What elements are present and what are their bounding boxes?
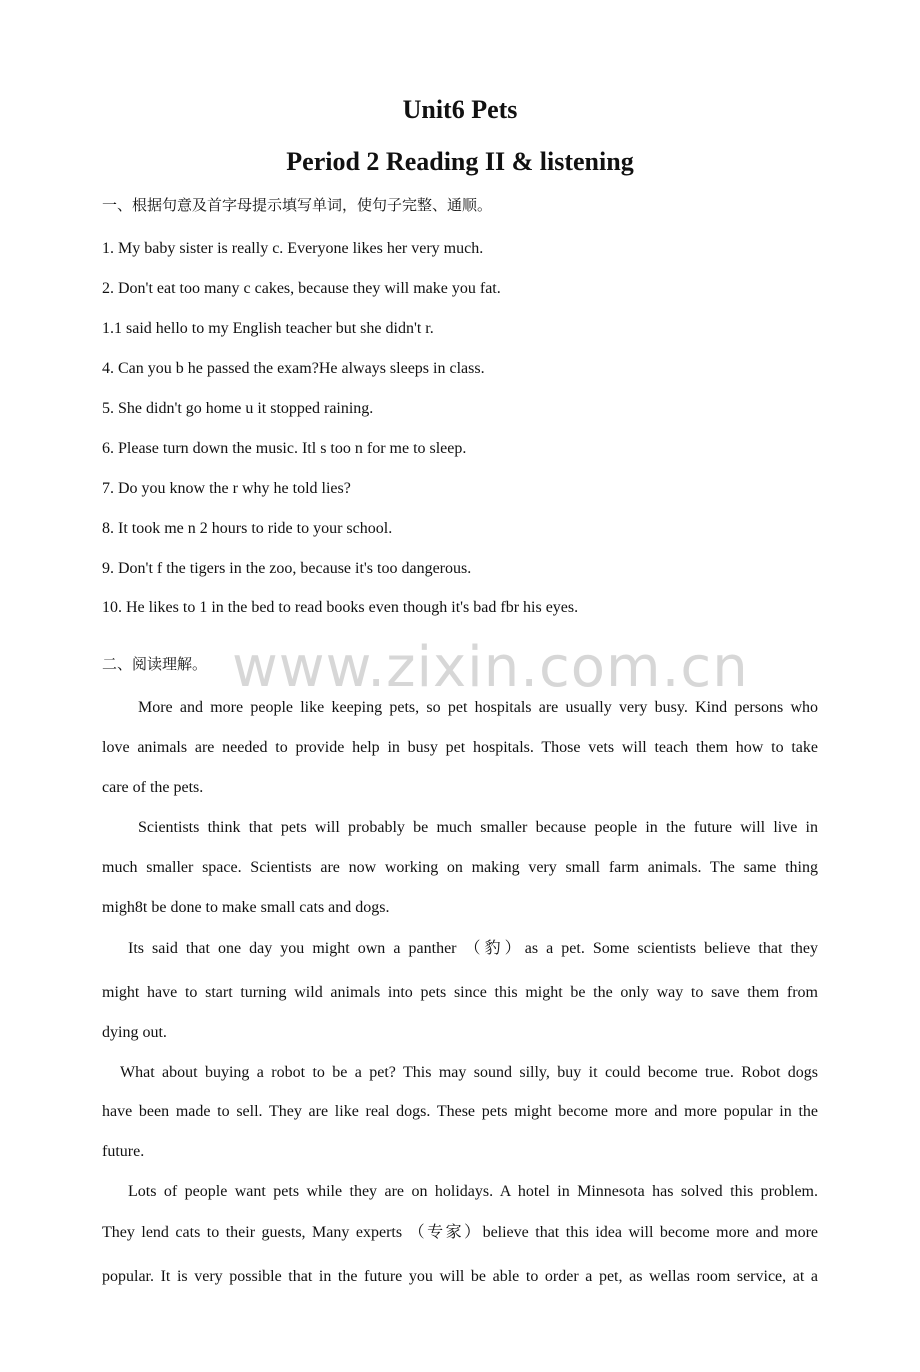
document-title: Unit6 Pets — [402, 95, 518, 124]
exercise-item: 7. Do you know the r why he told lies? — [102, 480, 351, 497]
watermark: www.zixin.com.cn — [232, 635, 749, 700]
paragraph-line: Scientists think that pets will probably be much smaller because people in the future will live in — [138, 819, 818, 836]
paragraph-line: Lots of people want pets while they are on holidays. A hotel in Minnesota has solved this problem. — [128, 1183, 818, 1200]
exercise-item: 4. Can you b he passed the exam?He always sleeps in class. — [102, 360, 485, 377]
paragraph-line: dying out. — [102, 1024, 167, 1041]
paragraph-line: love animals are needed to provide help in busy pet hospitals. Those vets will teach them how to take — [102, 739, 818, 756]
section2-heading: 二、阅读理解。 — [102, 655, 208, 673]
paragraph-line: migh8t be done to make small cats and dogs. — [102, 899, 390, 916]
exercise-item: 1.1 said hello to my English teacher but she didn't r. — [102, 320, 434, 337]
paragraph-line: popular. It is very possible that in the future you will be able to order a pet, as wellas room service, at a — [102, 1268, 818, 1285]
exercise-item: 2. Don't eat too many c cakes, because they will make you fat. — [102, 280, 501, 297]
exercise-item: 9. Don't f the tigers in the zoo, because it's too dangerous. — [102, 560, 472, 577]
paragraph-line: have been made to sell. They are like real dogs. These pets might become more and more popular in the — [102, 1103, 818, 1120]
paragraph-line: might have to start turning wild animals into pets since this might be the only way to save them from — [102, 984, 818, 1001]
exercise-item: 10. He likes to 1 in the bed to read books even though it's bad fbr his eyes. — [102, 599, 579, 616]
section1-heading: 一、根据句意及首字母提示填写单词，使句子完整、通顺。 — [102, 196, 493, 214]
exercise-item: 6. Please turn down the music. Itl s too n for me to sleep. — [102, 440, 467, 457]
exercise-item: 8. It took me n 2 hours to ride to your school. — [102, 520, 393, 537]
paragraph-line: much smaller space. Scientists are now working on making very small farm animals. The same thing — [102, 859, 818, 876]
exercise-item: 5. She didn't go home u it stopped raining. — [102, 400, 374, 417]
paragraph-line: More and more people like keeping pets, so pet hospitals are usually very busy. Kind persons who — [138, 699, 818, 716]
paragraph-line: Its said that one day you might own a panther （豹）as a pet. Some scientists believe that they — [128, 940, 818, 957]
paragraph-line: future. — [102, 1143, 145, 1160]
paragraph-line: They lend cats to their guests, Many experts （专家）believe that this idea will become more and more — [102, 1224, 818, 1241]
document-subtitle: Period 2 Reading II & listening — [286, 147, 634, 176]
exercise-item: 1. My baby sister is really c. Everyone likes her very much. — [102, 240, 484, 257]
paragraph-line: care of the pets. — [102, 779, 204, 796]
paragraph-line: What about buying a robot to be a pet? This may sound silly, buy it could become true. Robot dogs — [120, 1064, 818, 1081]
